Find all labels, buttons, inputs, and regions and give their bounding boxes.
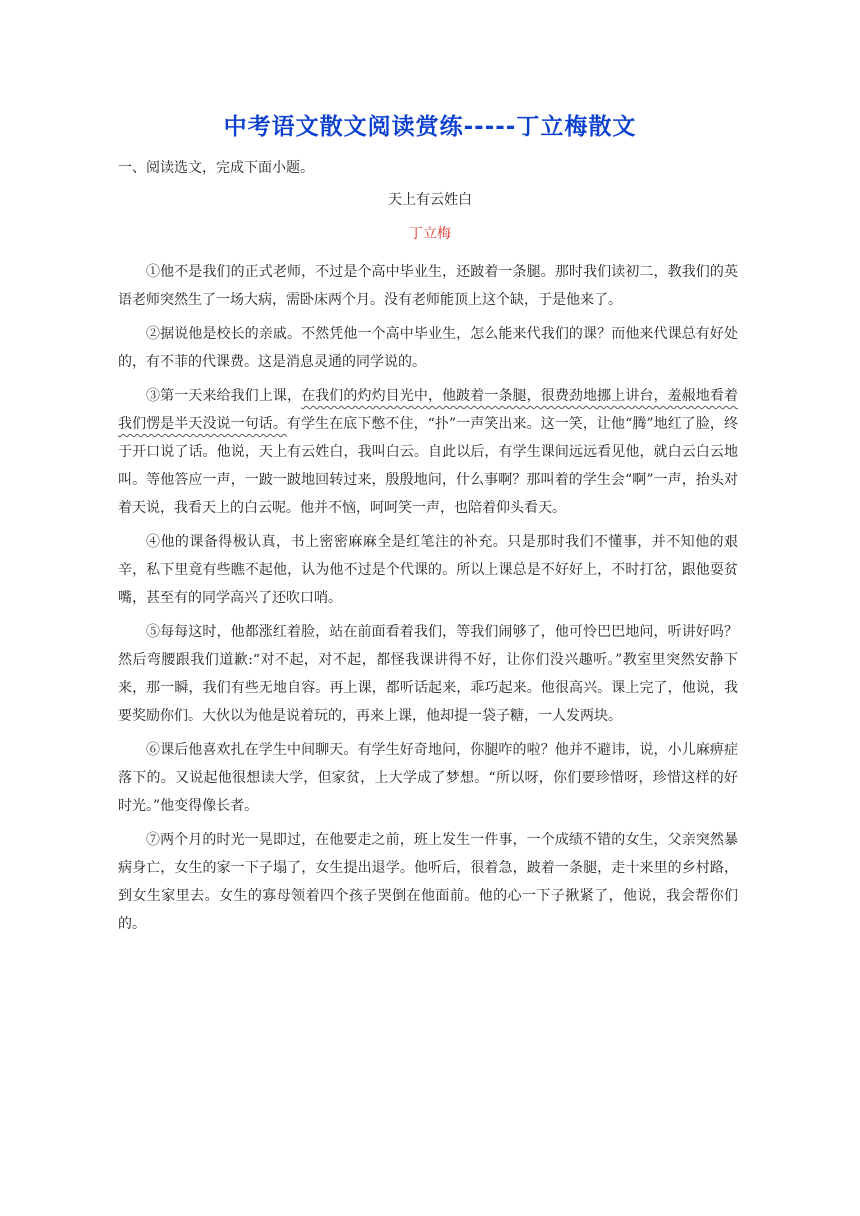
paragraph-3-rest: 有学生在底下憋不住，“扑”一声笑出来。这一笑，让他“腾”地红了脸，终于开口说了话。他说，天上有云姓白，我叫白云。自此以后，有学生课间远远看见他，就白云白云地叫。等他答应一声，一跛一跛地回转过来，殷殷地问，什么事啊？那叫着的学生会“啊”一声，抬头对着天说，我看天上的白云呢。他并不恼，呵呵笑一声，也陪着仰头看天。 <box>118 416 738 516</box>
essay-author: 丁立梅 <box>409 226 451 242</box>
paragraph-7: ⑦两个月的时光一晃即过，在他要走之前，班上发生一件事，一个成绩不错的女生，父亲突然暴病身亡，女生的家一下子塌了，女生提出退学。他听后，很着急，跛着一条腿，走十来里的乡村路，到女生家里去。女生的寡母领着四个孩子哭倒在他面前。他的心一下子揪紧了，他说，我会帮你们的。 <box>118 832 738 932</box>
paragraph-3-lead: ③第一天来给我们上课， <box>146 388 302 404</box>
essay-body <box>118 258 738 944</box>
wavy-underlined-sentence: 在我们的灼灼目光中，他跛着一条腿，很费劲地挪上讲台，羞赧地看着我们愣是半天没说一句话。 <box>118 388 739 432</box>
paragraph-6: ⑥课后他喜欢扎在学生中间聊天。有学生好奇地问，你腿咋的啦？他并不避讳，说，小儿麻痹症落下的。又说起他很想读大学，但家贫，上大学成了梦想。“所以呀，你们要珍惜呀，珍惜这样的好时光。”他变得像长者。 <box>118 742 738 814</box>
paragraph-3 <box>118 382 738 522</box>
paragraph-5: ⑤每每这时，他都涨红着脸，站在前面看着我们，等我们闹够了，他可怜巴巴地问，听讲好吗？然后弯腰跟我们道歉:“对不起，对不起，都怪我课讲得不好，让你们没兴趣听。”教室里突然安静下来，那一瞬，我们有些无地自容。再上课，都听话起来，乖巧起来。他很高兴。课上完了，他说，我要奖励你们。大伙以为他是说着玩的，再来上课，他却提一袋子糖，一人发两块。 <box>118 624 738 724</box>
question-instruction: 一、阅读选文，完成下面小题。 <box>118 160 314 176</box>
paragraph-1: ①他不是我们的正式老师，不过是个高中毕业生，还跛着一条腿。那时我们读初二，教我们的英语老师突然生了一场大病，需卧床两个月。没有老师能顶上这个缺，于是他来了。 <box>118 264 738 308</box>
essay-title: 天上有云姓白 <box>388 192 472 208</box>
document-title: 中考语文散文阅读赏练-----丁立梅散文 <box>223 114 637 140</box>
paragraph-4: ④他的课备得极认真，书上密密麻麻全是红笔注的补充。只是那时我们不懂事，并不知他的艰辛，私下里竟有些瞧不起他，认为他不过是个代课的。所以上课总是不好好上，不时打岔，跟他耍贫嘴，甚至有的同学高兴了还吹口哨。 <box>118 534 738 606</box>
paragraph-2: ②据说他是校长的亲戚。不然凭他一个高中毕业生，怎么能来代我们的课？而他来代课总有好处的，有不菲的代课费。这是消息灵通的同学说的。 <box>118 326 738 370</box>
